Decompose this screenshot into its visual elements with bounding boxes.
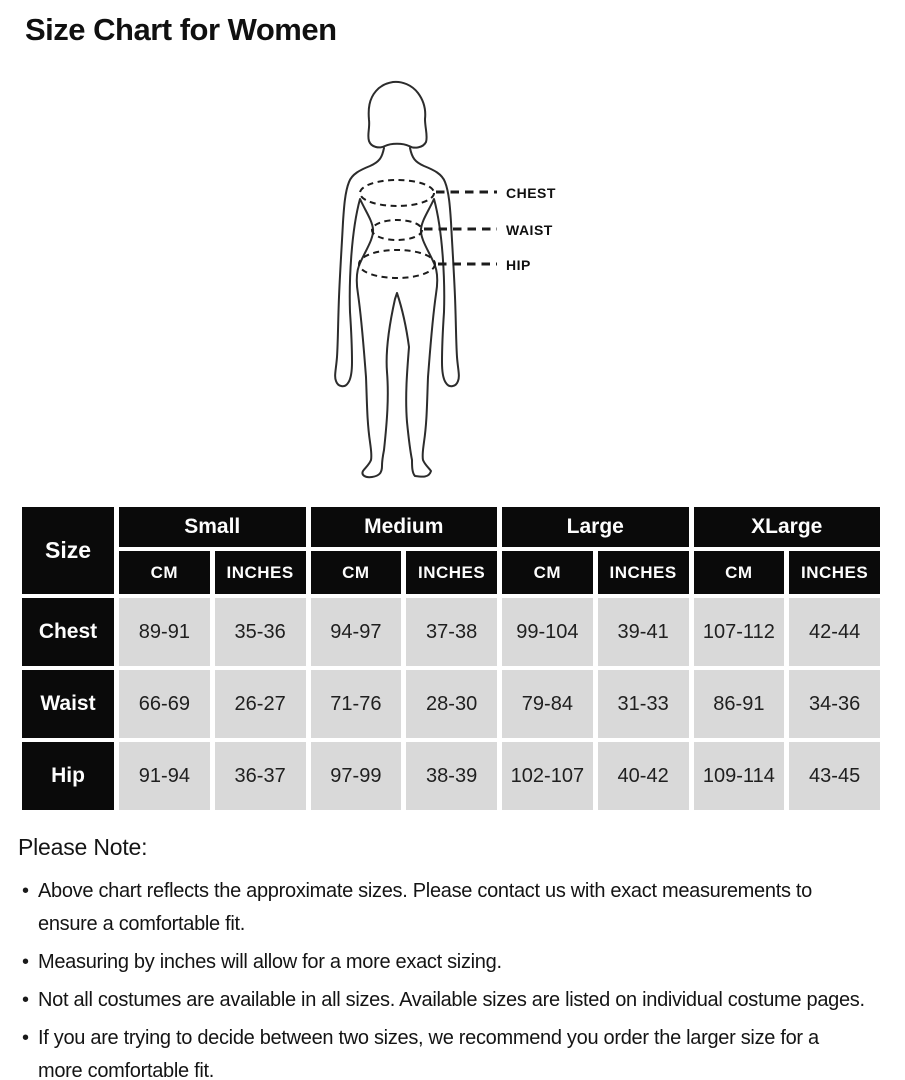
- table-cell: 66-69: [119, 670, 210, 738]
- note-text: Measuring by inches will allow for a more exact sizing.: [38, 951, 502, 973]
- hip-label: HIP: [506, 257, 531, 273]
- note-item: [18, 984, 888, 1017]
- bullet-marker: •: [22, 880, 30, 902]
- group-header-large: Large: [502, 507, 689, 547]
- unit-header: INCHES: [789, 551, 880, 594]
- table-cell: 31-33: [598, 670, 689, 738]
- unit-header: CM: [119, 551, 210, 594]
- table-row-hip: [22, 742, 880, 810]
- table-cell: 107-112: [694, 598, 785, 666]
- body-measurement-diagram: [0, 62, 905, 497]
- chest-measure-ellipse: [360, 180, 434, 206]
- table-cell: 102-107: [502, 742, 593, 810]
- note-item: [18, 875, 888, 941]
- group-header-medium: Medium: [311, 507, 498, 547]
- table-cell: 109-114: [694, 742, 785, 810]
- notes-section: [18, 834, 888, 1080]
- note-item: [18, 946, 888, 979]
- table-cell: 38-39: [406, 742, 497, 810]
- table-unit-header-row: [22, 551, 880, 594]
- note-item: [18, 1022, 888, 1080]
- note-text: If you are trying to decide between two sizes, we recommend you order the larger size for a more comfortable fit.: [38, 1027, 819, 1080]
- figure-head-outline: [368, 82, 426, 148]
- table-cell: 36-37: [215, 742, 306, 810]
- table-cell: 79-84: [502, 670, 593, 738]
- bullet-marker: •: [22, 989, 30, 1011]
- table-cell: 42-44: [789, 598, 880, 666]
- table-cell: 94-97: [311, 598, 402, 666]
- row-header-chest: Chest: [22, 598, 114, 666]
- bullet-marker: •: [22, 951, 30, 973]
- table-row-chest: [22, 598, 880, 666]
- unit-header: INCHES: [215, 551, 306, 594]
- table-cell: 99-104: [502, 598, 593, 666]
- page-title: Size Chart for Women: [25, 12, 337, 47]
- note-text: Above chart reflects the approximate sizes. Please contact us with exact measurements to ensure a comfortable fit.: [38, 880, 812, 935]
- notes-heading: Please Note:: [18, 834, 148, 860]
- waist-measure-ellipse: [372, 220, 422, 240]
- unit-header: CM: [311, 551, 402, 594]
- unit-header: CM: [502, 551, 593, 594]
- table-cell: 28-30: [406, 670, 497, 738]
- table-cell: 71-76: [311, 670, 402, 738]
- table-cell: 37-38: [406, 598, 497, 666]
- table-cell: 89-91: [119, 598, 210, 666]
- table-row-waist: [22, 670, 880, 738]
- unit-header: INCHES: [598, 551, 689, 594]
- table-cell: 40-42: [598, 742, 689, 810]
- row-header-waist: Waist: [22, 670, 114, 738]
- table-cell: 91-94: [119, 742, 210, 810]
- table-cell: 26-27: [215, 670, 306, 738]
- waist-label: WAIST: [506, 222, 553, 238]
- hip-measure-ellipse: [359, 250, 435, 278]
- table-cell: 35-36: [215, 598, 306, 666]
- size-corner-header: Size: [22, 507, 114, 594]
- bullet-marker: •: [22, 1027, 30, 1049]
- table-cell: 34-36: [789, 670, 880, 738]
- unit-header: CM: [694, 551, 785, 594]
- note-text: Not all costumes are available in all sizes. Available sizes are listed on individual costume pages.: [38, 989, 865, 1011]
- table-cell: 39-41: [598, 598, 689, 666]
- group-header-small: Small: [119, 507, 306, 547]
- unit-header: INCHES: [406, 551, 497, 594]
- table-cell: 43-45: [789, 742, 880, 810]
- female-figure-illustration: [0, 62, 905, 497]
- chest-label: CHEST: [506, 185, 556, 201]
- row-header-hip: Hip: [22, 742, 114, 810]
- group-header-xlarge: XLarge: [694, 507, 881, 547]
- size-chart-table: [17, 503, 885, 814]
- table-group-header-row: [22, 507, 880, 547]
- table-cell: 97-99: [311, 742, 402, 810]
- figure-body-outline: [335, 148, 459, 477]
- table-cell: 86-91: [694, 670, 785, 738]
